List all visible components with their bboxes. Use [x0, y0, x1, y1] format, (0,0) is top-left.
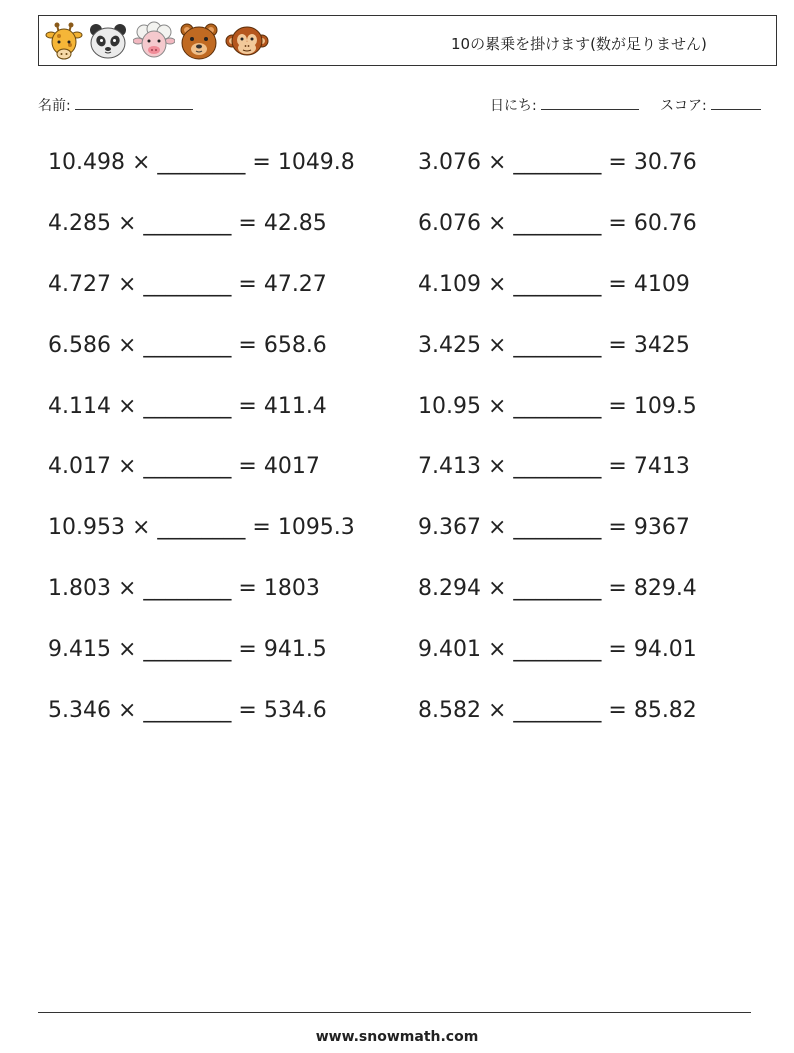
name-field: [38, 95, 193, 115]
problem-left-8: 1.803 × ________ = 1803: [48, 576, 320, 601]
problem-right-6: 7.413 × ________ = 7413: [418, 454, 690, 479]
problem-right-3: 4.109 × ________ = 4109: [418, 272, 690, 297]
worksheet-title: 10の累乗を掛けます(数が足りません): [451, 35, 707, 53]
problem-right-5: 10.95 × ________ = 109.5: [418, 394, 697, 419]
panda-icon: [88, 21, 128, 61]
problem-left-5: 4.114 × ________ = 411.4: [48, 394, 327, 419]
problem-left-10: 5.346 × ________ = 534.6: [48, 698, 327, 723]
problem-left-4: 6.586 × ________ = 658.6: [48, 333, 327, 358]
date-label: 日にち:: [490, 98, 537, 114]
sheep-icon: [133, 21, 175, 61]
problem-left-1: 10.498 × ________ = 1049.8: [48, 150, 355, 175]
problem-left-6: 4.017 × ________ = 4017: [48, 454, 320, 479]
problem-left-2: 4.285 × ________ = 42.85: [48, 211, 327, 236]
score-blank[interactable]: [711, 95, 761, 110]
name-label: 名前:: [38, 98, 71, 114]
problem-right-4: 3.425 × ________ = 3425: [418, 333, 690, 358]
problem-right-10: 8.582 × ________ = 85.82: [418, 698, 697, 723]
problem-right-9: 9.401 × ________ = 94.01: [418, 637, 697, 662]
score-label: スコア:: [660, 98, 707, 114]
monkey-icon: [225, 21, 269, 61]
problem-left-3: 4.727 × ________ = 47.27: [48, 272, 327, 297]
date-field: [490, 95, 639, 115]
date-blank[interactable]: [541, 95, 639, 110]
name-blank[interactable]: [75, 95, 193, 110]
worksheet-header: [38, 15, 777, 66]
footer-url: www.snowmath.com: [315, 1029, 479, 1045]
problem-left-7: 10.953 × ________ = 1095.3: [48, 515, 355, 540]
bear-icon: [179, 21, 219, 61]
footer-divider: [38, 1012, 751, 1013]
giraffe-icon: [45, 21, 83, 61]
problem-left-9: 9.415 × ________ = 941.5: [48, 637, 327, 662]
problem-right-2: 6.076 × ________ = 60.76: [418, 211, 697, 236]
problem-right-1: 3.076 × ________ = 30.76: [418, 150, 697, 175]
score-field: [660, 95, 761, 115]
problem-right-8: 8.294 × ________ = 829.4: [418, 576, 697, 601]
problem-right-7: 9.367 × ________ = 9367: [418, 515, 690, 540]
